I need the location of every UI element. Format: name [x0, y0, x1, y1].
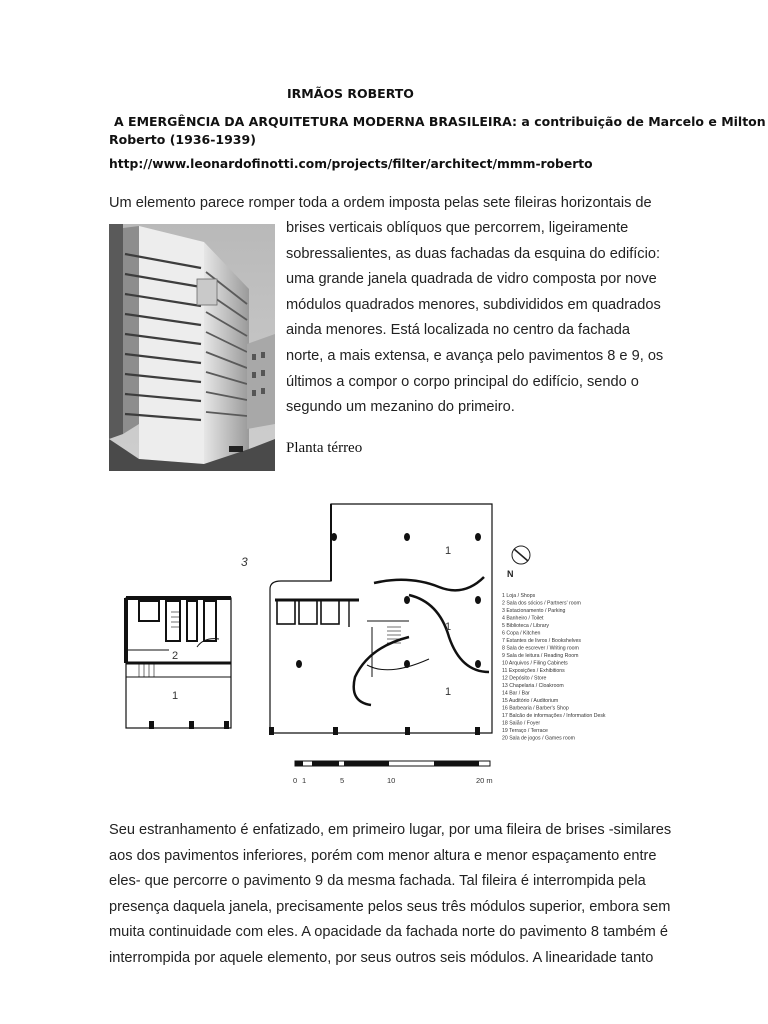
- paragraph1-wrapped: [286, 216, 663, 421]
- legend-item: 5 Biblioteca / Library: [502, 623, 549, 629]
- document-title: IRMÃOS ROBERTO: [287, 86, 414, 101]
- legend-item: 3 Estacionamento / Parking: [502, 608, 566, 614]
- building-photo: [109, 224, 275, 471]
- north-label: N: [507, 569, 514, 579]
- paragraph-line: Seu estranhamento é enfatizado, em primeiro lugar, por uma fileira de brises -similares: [109, 822, 672, 838]
- legend-item: 17 Balcão de informações / Information Desk: [502, 713, 606, 719]
- scale-label: 1: [302, 776, 307, 785]
- scale-label: 10: [387, 776, 396, 785]
- plan-caption: Planta térreo: [286, 440, 363, 456]
- ground-floor-plan: [109, 487, 626, 792]
- paragraph2: [109, 818, 672, 972]
- legend-item: 20 Sala de jogos / Games room: [502, 735, 575, 742]
- document-subtitle-line1: A EMERGÊNCIA DA ARQUITETURA MODERNA BRASILEIRA: a contribuição de Marcelo e Milton: [114, 114, 766, 129]
- room-label-1: 1: [445, 545, 452, 557]
- legend-item: 8 Sala de escrever / Writing room: [502, 645, 579, 652]
- legend-item: 14 Bar / Bar: [502, 690, 530, 697]
- right-building: [270, 504, 492, 733]
- paragraph1-line1: Um elemento parece romper toda a ordem imposta pelas sete fileiras horizontais de: [109, 195, 652, 211]
- scale-label: 0: [293, 776, 298, 785]
- room-label-1: 1: [445, 686, 452, 698]
- legend-item: 6 Copa / Kitchen: [502, 630, 541, 637]
- room-label-2: 2: [172, 650, 179, 662]
- paragraph-line: sobressalientes, as duas fachadas da esquina do edifício:: [286, 245, 661, 262]
- scale-label: 5: [340, 776, 345, 785]
- paragraph-line: eles- que percorre o pavimento 9 da mesma fachada. Tal fileira é interrompida pela: [109, 873, 646, 890]
- plan-legend: [502, 593, 606, 742]
- north-arrow-icon: [512, 546, 530, 564]
- document-subtitle-line2: Roberto (1936-1939): [109, 132, 256, 147]
- legend-item: 4 Banheiro / Toilet: [502, 615, 544, 622]
- legend-item: 1 Loja / Shops: [502, 593, 536, 599]
- legend-item: 19 Terraço / Terrace: [502, 728, 548, 734]
- paragraph-line: presença daquela janela, precisamente pelos seus três módulos superior, embora sem: [109, 898, 671, 915]
- paragraph-line: interrompida por aquele elemento, por seus outros seis módulos. A linearidade tanto: [109, 949, 654, 966]
- room-label-1: 1: [172, 690, 179, 702]
- legend-item: 10 Arquivos / Filing Cabinets: [502, 660, 568, 667]
- scale-label: 20 m: [476, 776, 493, 785]
- paragraph-line: norte, a mais extensa, e avança pelo pavimentos 8 e 9, os: [286, 347, 664, 364]
- paragraph-line: uma grande janela quadrada de vidro composta por nove: [286, 271, 657, 288]
- legend-item: 18 Saião / Foyer: [502, 720, 541, 727]
- legend-item: 7 Estantes de livros / Bookshelves: [502, 638, 582, 644]
- legend-item: 9 Sala de leitura / Reading Room: [502, 653, 579, 659]
- legend-item: 13 Chapelaria / Cloakroom: [502, 683, 564, 689]
- paragraph-line: últimos a compor o corpo principal do edifício, sendo o: [286, 373, 639, 390]
- paragraph-line: aos dos pavimentos inferiores, porém com menor altura e menor espaçamento entre: [109, 847, 657, 864]
- legend-item: 16 Barbearia / Barber's Shop: [502, 705, 569, 712]
- paragraph-line: muita continuidade com eles. A opacidade da fachada norte do pavimento 8 também é: [109, 924, 668, 941]
- scale-bar: [295, 761, 490, 766]
- paragraph-line: módulos quadrados menores, subdivididos em quadrados: [286, 296, 661, 313]
- paragraph-line: ainda menores. Está localizada no centro da fachada: [286, 322, 630, 339]
- paragraph-line: segundo um mezanino do primeiro.: [286, 399, 515, 416]
- legend-item: 15 Auditório / Auditorium: [502, 698, 559, 704]
- left-building: [126, 598, 231, 728]
- plan-label-3: 3: [241, 555, 248, 569]
- legend-item: 2 Sala dos sócios / Partners' room: [502, 600, 581, 607]
- legend-item: 12 Depósito / Store: [502, 675, 547, 682]
- room-label-1: 1: [445, 621, 452, 633]
- paragraph-line: brises verticais oblíquos que percorrem, ligeiramente: [286, 220, 629, 236]
- source-url[interactable]: http://www.leonardofinotti.com/projects/filter/architect/mmm-roberto: [109, 157, 593, 171]
- legend-item: 11 Exposições / Exhibitions: [502, 668, 565, 674]
